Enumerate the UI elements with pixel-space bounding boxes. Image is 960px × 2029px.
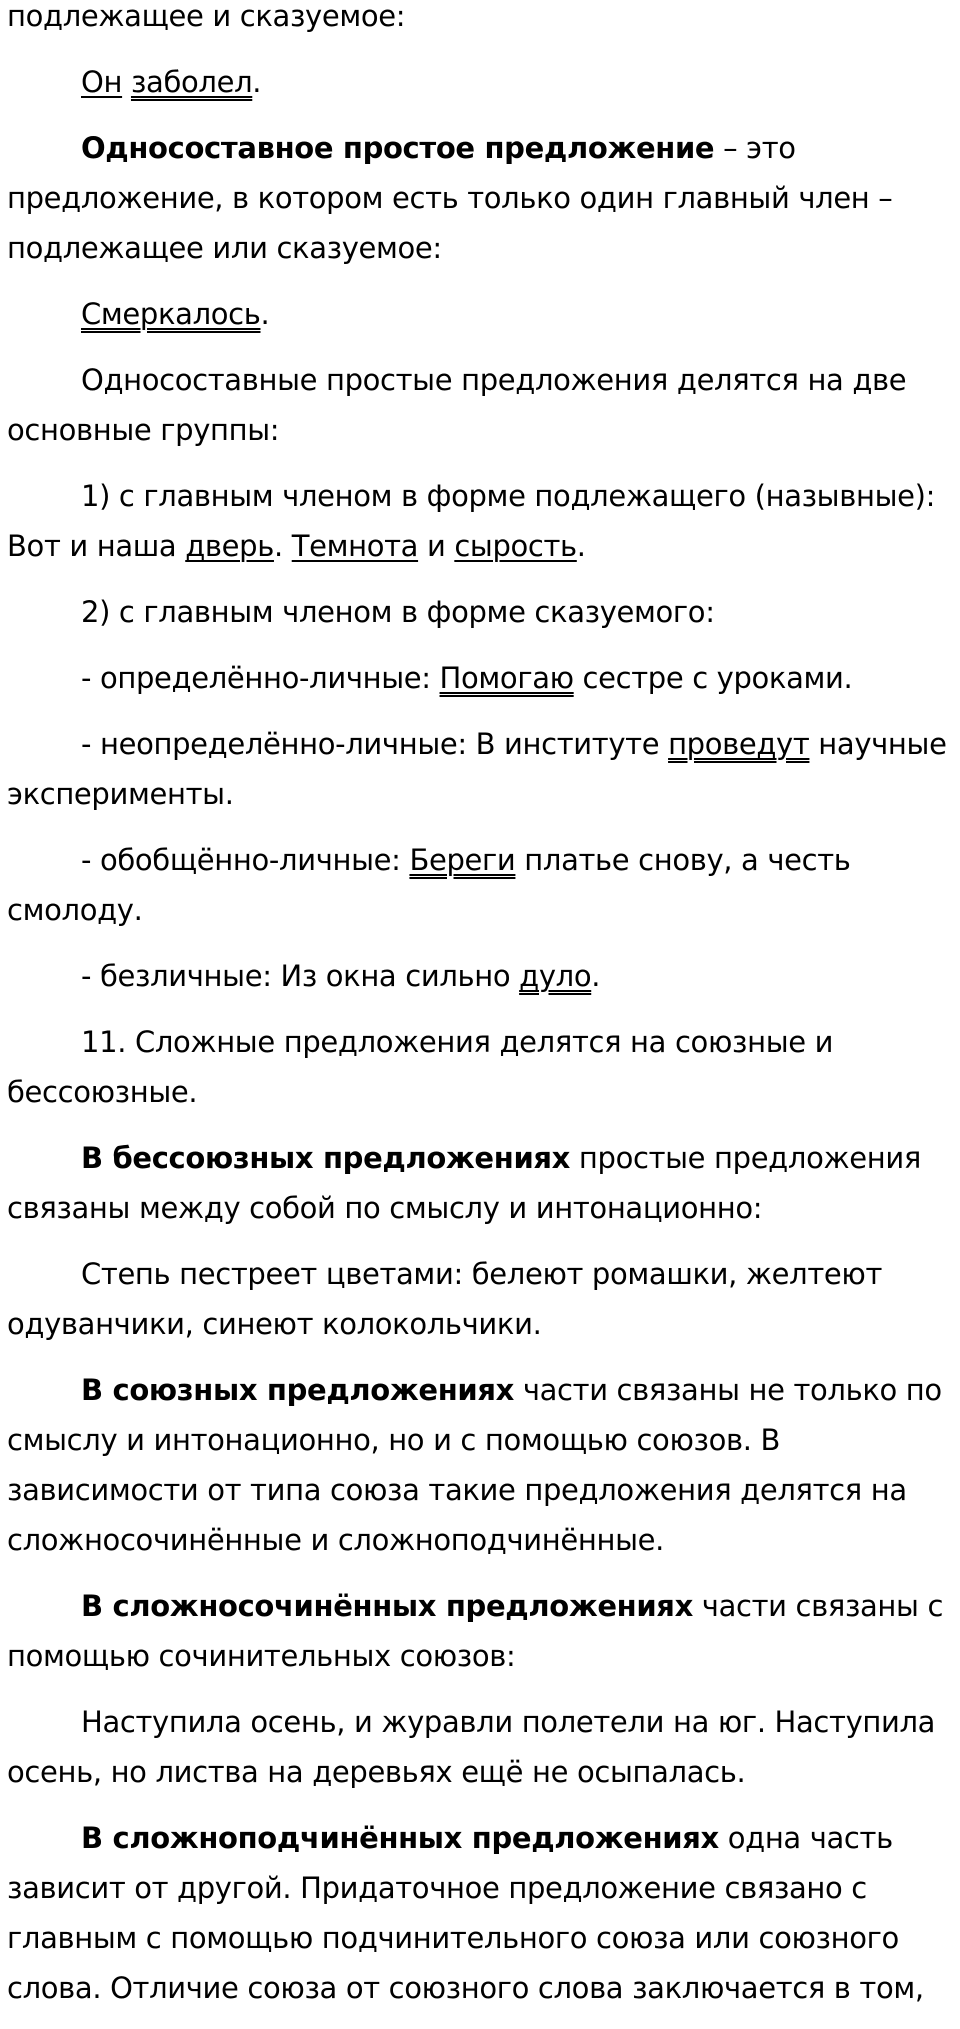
text: - неопределённо-личные: В институте — [81, 727, 669, 761]
text: Односоставные простые предложения делятся на две основные группы: — [7, 363, 907, 447]
predicate-underlined: проведут — [668, 727, 810, 761]
example-autumn — [7, 1697, 953, 1797]
definition-text: одна часть зависит от другой. Придаточное предложение связано с главным с помощью подчинительного союза или союзного слова. Отличие союза от союзного слова заключается в том, — [7, 1821, 924, 2005]
definition-conjunctive — [7, 1365, 953, 1565]
predicate-underlined: Береги — [409, 843, 516, 877]
text: подлежащее и сказуемое: — [7, 0, 406, 33]
text: Степь пестреет цветами: белеют ромашки, желтеют одуванчики, синеют колокольчики. — [7, 1257, 883, 1341]
definition-complex-subordinate — [7, 1813, 953, 2013]
term-bold: В союзных предложениях — [81, 1373, 514, 1407]
space — [122, 65, 131, 99]
text: сестре с уроками. — [573, 661, 853, 695]
paragraph-groups-intro — [7, 355, 953, 455]
definition-one-part-sentence — [7, 123, 953, 273]
definition-text: части связаны с помощью сочинительных союзов: — [7, 1589, 944, 1673]
text: - обобщённо-личные: — [81, 843, 410, 877]
term-bold: Односоставное простое предложение — [81, 131, 715, 165]
subject-underlined: сырость — [454, 529, 577, 563]
punctuation: . — [591, 959, 601, 993]
term-bold: В бессоюзных предложениях — [81, 1141, 571, 1175]
text: платье снову, а честь смолоду. — [7, 843, 851, 927]
text: - определённо-личные: — [81, 661, 440, 695]
group-2-predicate — [7, 587, 953, 637]
predicate-underlined: дуло — [519, 959, 592, 993]
paragraph-11-complex — [7, 1017, 953, 1117]
punctuation: . — [576, 529, 586, 563]
example-step — [7, 1249, 953, 1349]
term-bold: В сложноподчинённых предложениях — [81, 1821, 719, 1855]
text: Наступила осень, и журавли полетели на юг. Наступила осень, но листва на деревьях ещё не осыпалась. — [7, 1705, 936, 1789]
text: . — [273, 529, 292, 563]
group-1-nominative — [7, 471, 953, 571]
subject-underlined: дверь — [185, 529, 274, 563]
type-definite-personal — [7, 653, 953, 703]
paragraph-1 — [7, 0, 953, 41]
subject-underlined: Он — [81, 65, 123, 99]
type-generalized-personal — [7, 835, 953, 935]
punctuation: . — [260, 297, 270, 331]
example-on-zabolel — [7, 57, 953, 107]
predicate-underlined: заболел — [130, 65, 253, 99]
definition-asyndetic — [7, 1133, 953, 1233]
text: и — [418, 529, 455, 563]
type-impersonal — [7, 951, 953, 1001]
text: - безличные: Из окна сильно — [81, 959, 520, 993]
term-bold: В сложносочинённых предложениях — [81, 1589, 693, 1623]
text: 11. Сложные предложения делятся на союзные и бессоюзные. — [7, 1025, 834, 1109]
definition-text: – это предложение, в котором есть только один главный член – подлежащее или сказуемое: — [7, 131, 893, 265]
subject-underlined: Темнота — [291, 529, 419, 563]
definition-compound — [7, 1581, 953, 1681]
definition-text: простые предложения связаны между собой по смыслу и интонационно: — [7, 1141, 921, 1225]
example-smerkalos — [7, 289, 953, 339]
text: научные эксперименты. — [7, 727, 947, 811]
definition-text: части связаны не только по смыслу и интонационно, но и с помощью союзов. В зависимости от типа союза такие предложения делятся на сложносочинённые и сложноподчинённые. — [7, 1373, 942, 1557]
predicate-underlined: Помогаю — [439, 661, 574, 695]
type-indefinite-personal — [7, 719, 953, 819]
text: 1) с главным членом в форме подлежащего (назывные): Вот и наша — [7, 479, 936, 563]
punctuation: . — [252, 65, 262, 99]
document-body — [7, 0, 953, 2029]
predicate-underlined: Смеркалось — [81, 297, 261, 331]
text: 2) с главным членом в форме сказуемого: — [81, 595, 715, 629]
